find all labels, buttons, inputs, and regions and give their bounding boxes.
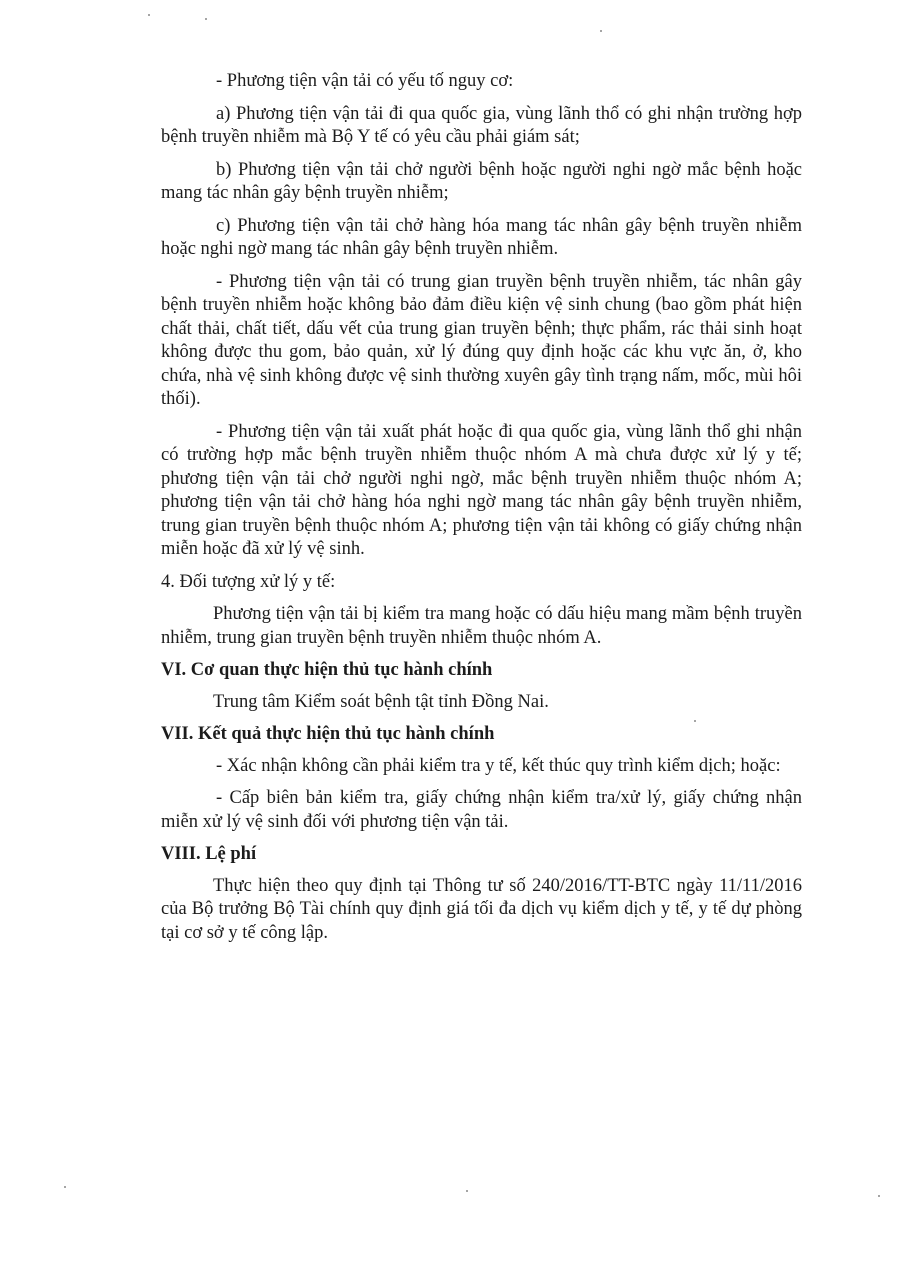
body-paragraph: c) Phương tiện vận tải chở hàng hóa mang tác nhân gây bệnh truyền nhiễm hoặc nghi ngờ mang tác nhân gây bệnh truyền nhiễm. — [161, 215, 802, 259]
body-paragraph: - Phương tiện vận tải có yếu tố nguy cơ: — [216, 71, 514, 91]
section-heading: VII. Kết quả thực hiện thủ tục hành chính — [161, 724, 495, 744]
body-paragraph: b) Phương tiện vận tải chở người bệnh hoặc người nghi ngờ mắc bệnh hoặc mang tác nhân gây bệnh truyền nhiễm; — [161, 159, 802, 203]
section-heading: VI. Cơ quan thực hiện thủ tục hành chính — [161, 660, 493, 680]
scan-speck — [64, 1186, 66, 1188]
body-paragraph: 4. Đối tượng xử lý y tế: — [161, 571, 336, 592]
document-body — [161, 70, 802, 954]
body-paragraph: - Phương tiện vận tải xuất phát hoặc đi qua quốc gia, vùng lãnh thổ ghi nhận có trường hợp mắc bệnh truyền nhiễm thuộc nhóm A mà chưa được xử lý y tế; phương tiện vận tải chở người nghi ngờ, mắc bệnh truyền nhiễm thuộc nhóm A; phương tiện vận tải chở hàng hóa nghi ngờ mang tác nhân gây bệnh truyền nhiễm, trung gian truyền bệnh thuộc nhóm A; phương tiện vận tải không có giấy chứng nhận miễn hoặc đã xử lý vệ sinh. — [161, 421, 802, 559]
body-paragraph: - Phương tiện vận tải có trung gian truyền bệnh truyền nhiễm, tác nhân gây bệnh truyền nhiễm hoặc không bảo đảm điều kiện vệ sinh chung (bao gồm phát hiện chất thải, chất tiết, dấu vết của trung gian truyền bệnh; thực phẩm, rác thải sinh hoạt không được thu gom, bảo quản, xử lý đúng quy định hoặc các khu vực ăn, ở, kho chứa, nhà vệ sinh không được vệ sinh thường xuyên gây tình trạng nấm, mốc, mùi hôi thối). — [161, 271, 802, 409]
body-paragraph: - Cấp biên bản kiểm tra, giấy chứng nhận kiểm tra/xử lý, giấy chứng nhận miễn xử lý vệ sinh đối với phương tiện vận tải. — [161, 788, 802, 832]
body-paragraph: a) Phương tiện vận tải đi qua quốc gia, vùng lãnh thổ có ghi nhận trường hợp bệnh truyền nhiễm mà Bộ Y tế có yêu cầu phải giám sát; — [161, 103, 802, 147]
body-paragraph: Trung tâm Kiểm soát bệnh tật tỉnh Đồng Nai. — [213, 691, 549, 712]
scan-speck — [466, 1190, 468, 1192]
section-heading: VIII. Lệ phí — [161, 844, 257, 864]
body-paragraph: Phương tiện vận tải bị kiểm tra mang hoặc có dấu hiệu mang mầm bệnh truyền nhiễm, trung gian truyền bệnh truyền nhiễm thuộc nhóm A. — [161, 604, 802, 648]
body-paragraph: Thực hiện theo quy định tại Thông tư số 240/2016/TT-BTC ngày 11/11/2016 của Bộ trưởng Bộ Tài chính quy định giá tối đa dịch vụ kiểm dịch y tế, y tế dự phòng tại cơ sở y tế công lập. — [161, 875, 802, 943]
scan-speck — [600, 30, 602, 32]
scan-speck — [878, 1195, 880, 1197]
scan-speck — [205, 18, 207, 20]
body-paragraph: - Xác nhận không cần phải kiểm tra y tế, kết thúc quy trình kiểm dịch; hoặc: — [216, 755, 781, 776]
scan-speck — [148, 14, 150, 16]
